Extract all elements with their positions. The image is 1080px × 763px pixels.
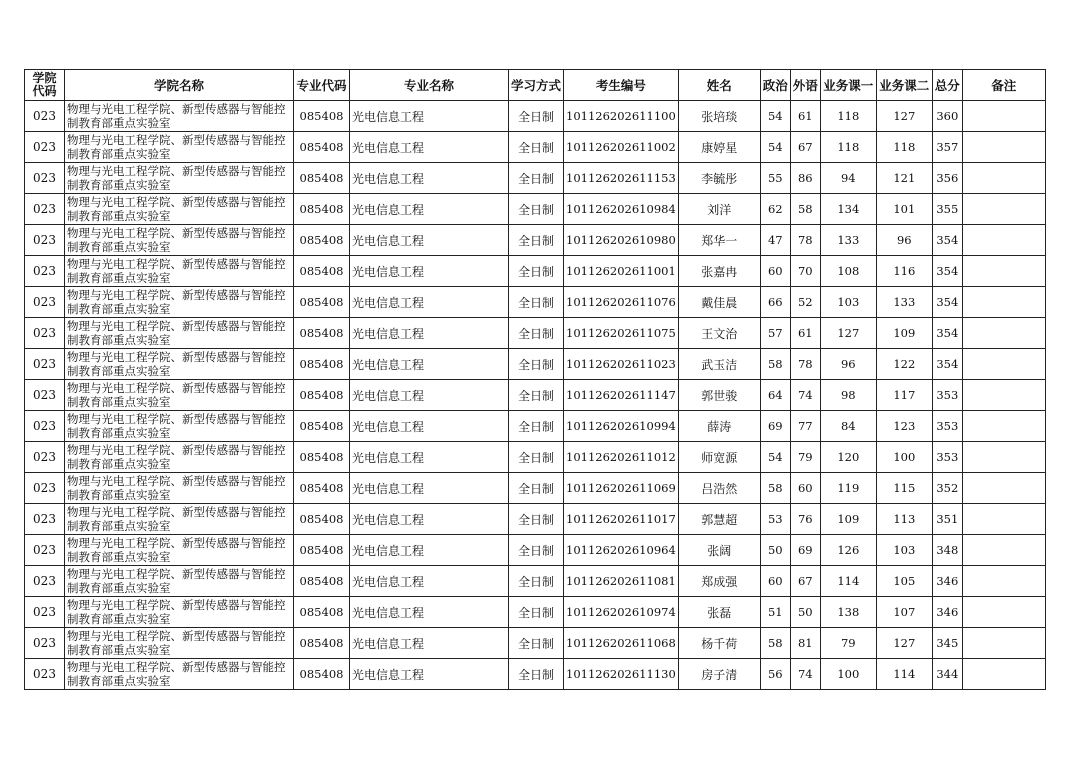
major-name-cell: 光电信息工程 [350,349,509,380]
total-score-cell: 354 [932,318,962,349]
politics-score-cell: 54 [760,442,790,473]
total-score-cell: 355 [932,194,962,225]
major-name-cell: 光电信息工程 [350,411,509,442]
admission-score-table [24,69,1046,690]
course-one-score-cell: 133 [820,225,876,256]
student-name-cell: 郑成强 [678,566,760,597]
total-score-cell: 345 [932,628,962,659]
major-name-cell: 光电信息工程 [350,504,509,535]
table-body [25,101,1046,690]
college-code-cell: 023 [25,504,65,535]
foreign-language-score-cell: 61 [790,101,820,132]
header-remark: 备注 [962,70,1045,101]
remark-cell [962,225,1045,256]
major-code-cell: 085408 [294,442,350,473]
college-name-cell: 物理与光电工程学院、新型传感器与智能控制教育部重点实验室 [65,225,294,256]
table-row [25,256,1046,287]
politics-score-cell: 53 [760,504,790,535]
course-two-score-cell: 118 [876,132,932,163]
major-code-cell: 085408 [294,349,350,380]
college-code-cell: 023 [25,163,65,194]
exam-id-cell: 101126202611130 [564,659,679,690]
header-major-code: 专业代码 [294,70,350,101]
major-name-cell: 光电信息工程 [350,597,509,628]
table-row [25,163,1046,194]
major-code-cell: 085408 [294,256,350,287]
course-two-score-cell: 115 [876,473,932,504]
foreign-language-score-cell: 69 [790,535,820,566]
course-two-score-cell: 117 [876,380,932,411]
total-score-cell: 354 [932,349,962,380]
table-row [25,101,1046,132]
student-name-cell: 戴佳晨 [678,287,760,318]
study-mode-cell: 全日制 [509,504,564,535]
course-one-score-cell: 126 [820,535,876,566]
student-name-cell: 李毓彤 [678,163,760,194]
college-name-cell: 物理与光电工程学院、新型传感器与智能控制教育部重点实验室 [65,659,294,690]
remark-cell [962,380,1045,411]
course-two-score-cell: 103 [876,535,932,566]
student-name-cell: 房子清 [678,659,760,690]
header-major-name: 专业名称 [350,70,509,101]
exam-id-cell: 101126202611017 [564,504,679,535]
foreign-language-score-cell: 78 [790,225,820,256]
foreign-language-score-cell: 70 [790,256,820,287]
remark-cell [962,101,1045,132]
course-two-score-cell: 121 [876,163,932,194]
study-mode-cell: 全日制 [509,225,564,256]
college-name-cell: 物理与光电工程学院、新型传感器与智能控制教育部重点实验室 [65,132,294,163]
foreign-language-score-cell: 74 [790,380,820,411]
table-row [25,442,1046,473]
course-one-score-cell: 138 [820,597,876,628]
course-one-score-cell: 98 [820,380,876,411]
header-total: 总分 [932,70,962,101]
major-name-cell: 光电信息工程 [350,225,509,256]
total-score-cell: 348 [932,535,962,566]
major-name-cell: 光电信息工程 [350,132,509,163]
total-score-cell: 356 [932,163,962,194]
exam-id-cell: 101126202611002 [564,132,679,163]
study-mode-cell: 全日制 [509,287,564,318]
table-row [25,566,1046,597]
college-name-cell: 物理与光电工程学院、新型传感器与智能控制教育部重点实验室 [65,256,294,287]
major-code-cell: 085408 [294,194,350,225]
study-mode-cell: 全日制 [509,442,564,473]
study-mode-cell: 全日制 [509,194,564,225]
politics-score-cell: 50 [760,535,790,566]
total-score-cell: 353 [932,411,962,442]
course-one-score-cell: 118 [820,132,876,163]
course-two-score-cell: 114 [876,659,932,690]
total-score-cell: 352 [932,473,962,504]
foreign-language-score-cell: 79 [790,442,820,473]
course-two-score-cell: 107 [876,597,932,628]
table-row [25,628,1046,659]
college-name-cell: 物理与光电工程学院、新型传感器与智能控制教育部重点实验室 [65,318,294,349]
total-score-cell: 346 [932,566,962,597]
header-politics: 政治 [760,70,790,101]
politics-score-cell: 57 [760,318,790,349]
total-score-cell: 354 [932,256,962,287]
major-code-cell: 085408 [294,566,350,597]
course-one-score-cell: 118 [820,101,876,132]
college-code-cell: 023 [25,132,65,163]
exam-id-cell: 101126202611153 [564,163,679,194]
exam-id-cell: 101126202611076 [564,287,679,318]
college-name-cell: 物理与光电工程学院、新型传感器与智能控制教育部重点实验室 [65,442,294,473]
college-code-cell: 023 [25,318,65,349]
course-two-score-cell: 123 [876,411,932,442]
exam-id-cell: 101126202611081 [564,566,679,597]
politics-score-cell: 60 [760,256,790,287]
study-mode-cell: 全日制 [509,473,564,504]
remark-cell [962,628,1045,659]
major-code-cell: 085408 [294,380,350,411]
college-code-cell: 023 [25,566,65,597]
table-row [25,411,1046,442]
college-code-cell: 023 [25,411,65,442]
foreign-language-score-cell: 78 [790,349,820,380]
course-one-score-cell: 119 [820,473,876,504]
remark-cell [962,163,1045,194]
major-code-cell: 085408 [294,163,350,194]
study-mode-cell: 全日制 [509,411,564,442]
header-foreign-language: 外语 [790,70,820,101]
student-name-cell: 刘洋 [678,194,760,225]
remark-cell [962,473,1045,504]
major-code-cell: 085408 [294,628,350,659]
header-course-two: 业务课二 [876,70,932,101]
remark-cell [962,349,1045,380]
student-name-cell: 张嘉冉 [678,256,760,287]
course-one-score-cell: 114 [820,566,876,597]
college-name-cell: 物理与光电工程学院、新型传感器与智能控制教育部重点实验室 [65,628,294,659]
remark-cell [962,566,1045,597]
course-two-score-cell: 122 [876,349,932,380]
foreign-language-score-cell: 67 [790,566,820,597]
exam-id-cell: 101126202610994 [564,411,679,442]
student-name-cell: 张培琰 [678,101,760,132]
header-college-name: 学院名称 [65,70,294,101]
politics-score-cell: 60 [760,566,790,597]
course-two-score-cell: 105 [876,566,932,597]
college-name-cell: 物理与光电工程学院、新型传感器与智能控制教育部重点实验室 [65,473,294,504]
major-code-cell: 085408 [294,597,350,628]
exam-id-cell: 101126202611147 [564,380,679,411]
course-two-score-cell: 113 [876,504,932,535]
foreign-language-score-cell: 61 [790,318,820,349]
politics-score-cell: 56 [760,659,790,690]
course-one-score-cell: 96 [820,349,876,380]
course-one-score-cell: 103 [820,287,876,318]
remark-cell [962,411,1045,442]
politics-score-cell: 69 [760,411,790,442]
remark-cell [962,132,1045,163]
major-name-cell: 光电信息工程 [350,566,509,597]
politics-score-cell: 58 [760,628,790,659]
course-one-score-cell: 100 [820,659,876,690]
student-name-cell: 吕浩然 [678,473,760,504]
student-name-cell: 郑华一 [678,225,760,256]
table-row [25,659,1046,690]
remark-cell [962,287,1045,318]
exam-id-cell: 101126202610984 [564,194,679,225]
remark-cell [962,256,1045,287]
table-row [25,473,1046,504]
major-name-cell: 光电信息工程 [350,442,509,473]
table-row [25,287,1046,318]
exam-id-cell: 101126202611069 [564,473,679,504]
student-name-cell: 张阔 [678,535,760,566]
header-course-one: 业务课一 [820,70,876,101]
exam-id-cell: 101126202610964 [564,535,679,566]
remark-cell [962,659,1045,690]
course-one-score-cell: 84 [820,411,876,442]
student-name-cell: 武玉洁 [678,349,760,380]
student-name-cell: 康婷星 [678,132,760,163]
politics-score-cell: 47 [760,225,790,256]
table-row [25,504,1046,535]
table-row [25,225,1046,256]
course-two-score-cell: 133 [876,287,932,318]
politics-score-cell: 66 [760,287,790,318]
major-code-cell: 085408 [294,101,350,132]
major-name-cell: 光电信息工程 [350,318,509,349]
remark-cell [962,194,1045,225]
study-mode-cell: 全日制 [509,597,564,628]
remark-cell [962,504,1045,535]
header-row [25,70,1046,101]
college-name-cell: 物理与光电工程学院、新型传感器与智能控制教育部重点实验室 [65,349,294,380]
politics-score-cell: 55 [760,163,790,194]
major-code-cell: 085408 [294,132,350,163]
major-code-cell: 085408 [294,504,350,535]
course-one-score-cell: 94 [820,163,876,194]
study-mode-cell: 全日制 [509,535,564,566]
exam-id-cell: 101126202611012 [564,442,679,473]
college-code-cell: 023 [25,659,65,690]
major-code-cell: 085408 [294,473,350,504]
student-name-cell: 王文治 [678,318,760,349]
total-score-cell: 360 [932,101,962,132]
major-name-cell: 光电信息工程 [350,163,509,194]
foreign-language-score-cell: 81 [790,628,820,659]
college-code-cell: 023 [25,225,65,256]
table-row [25,132,1046,163]
major-name-cell: 光电信息工程 [350,535,509,566]
college-code-cell: 023 [25,442,65,473]
total-score-cell: 353 [932,442,962,473]
study-mode-cell: 全日制 [509,318,564,349]
table-row [25,318,1046,349]
student-name-cell: 杨千荷 [678,628,760,659]
study-mode-cell: 全日制 [509,163,564,194]
college-code-cell: 023 [25,101,65,132]
foreign-language-score-cell: 58 [790,194,820,225]
total-score-cell: 354 [932,225,962,256]
study-mode-cell: 全日制 [509,380,564,411]
major-name-cell: 光电信息工程 [350,628,509,659]
major-name-cell: 光电信息工程 [350,473,509,504]
college-code-cell: 023 [25,628,65,659]
total-score-cell: 344 [932,659,962,690]
course-two-score-cell: 127 [876,101,932,132]
foreign-language-score-cell: 52 [790,287,820,318]
header-name: 姓名 [678,70,760,101]
foreign-language-score-cell: 77 [790,411,820,442]
course-one-score-cell: 108 [820,256,876,287]
total-score-cell: 354 [932,287,962,318]
exam-id-cell: 101126202610980 [564,225,679,256]
course-two-score-cell: 109 [876,318,932,349]
politics-score-cell: 58 [760,349,790,380]
study-mode-cell: 全日制 [509,132,564,163]
college-name-cell: 物理与光电工程学院、新型传感器与智能控制教育部重点实验室 [65,411,294,442]
major-name-cell: 光电信息工程 [350,287,509,318]
foreign-language-score-cell: 67 [790,132,820,163]
politics-score-cell: 51 [760,597,790,628]
college-name-cell: 物理与光电工程学院、新型传感器与智能控制教育部重点实验室 [65,287,294,318]
study-mode-cell: 全日制 [509,628,564,659]
college-code-cell: 023 [25,380,65,411]
politics-score-cell: 58 [760,473,790,504]
college-name-cell: 物理与光电工程学院、新型传感器与智能控制教育部重点实验室 [65,194,294,225]
major-code-cell: 085408 [294,318,350,349]
major-code-cell: 085408 [294,287,350,318]
course-two-score-cell: 127 [876,628,932,659]
study-mode-cell: 全日制 [509,256,564,287]
study-mode-cell: 全日制 [509,566,564,597]
politics-score-cell: 62 [760,194,790,225]
table-row [25,535,1046,566]
study-mode-cell: 全日制 [509,101,564,132]
exam-id-cell: 101126202611100 [564,101,679,132]
foreign-language-score-cell: 60 [790,473,820,504]
student-name-cell: 师宽源 [678,442,760,473]
college-code-cell: 023 [25,473,65,504]
exam-id-cell: 101126202611001 [564,256,679,287]
exam-id-cell: 101126202611068 [564,628,679,659]
course-two-score-cell: 101 [876,194,932,225]
table-header [25,70,1046,101]
student-name-cell: 郭世骏 [678,380,760,411]
politics-score-cell: 64 [760,380,790,411]
major-code-cell: 085408 [294,411,350,442]
politics-score-cell: 54 [760,132,790,163]
college-name-cell: 物理与光电工程学院、新型传感器与智能控制教育部重点实验室 [65,535,294,566]
major-code-cell: 085408 [294,535,350,566]
college-code-cell: 023 [25,535,65,566]
header-exam-id: 考生编号 [564,70,679,101]
course-two-score-cell: 96 [876,225,932,256]
politics-score-cell: 54 [760,101,790,132]
college-name-cell: 物理与光电工程学院、新型传感器与智能控制教育部重点实验室 [65,566,294,597]
college-name-cell: 物理与光电工程学院、新型传感器与智能控制教育部重点实验室 [65,504,294,535]
remark-cell [962,318,1045,349]
exam-id-cell: 101126202610974 [564,597,679,628]
remark-cell [962,597,1045,628]
study-mode-cell: 全日制 [509,659,564,690]
course-one-score-cell: 120 [820,442,876,473]
major-code-cell: 085408 [294,659,350,690]
header-college-code: 学院代码 [25,70,65,101]
major-name-cell: 光电信息工程 [350,194,509,225]
table-row [25,380,1046,411]
course-one-score-cell: 134 [820,194,876,225]
course-two-score-cell: 100 [876,442,932,473]
foreign-language-score-cell: 74 [790,659,820,690]
college-name-cell: 物理与光电工程学院、新型传感器与智能控制教育部重点实验室 [65,101,294,132]
student-name-cell: 郭慧超 [678,504,760,535]
foreign-language-score-cell: 86 [790,163,820,194]
college-code-cell: 023 [25,597,65,628]
course-two-score-cell: 116 [876,256,932,287]
major-code-cell: 085408 [294,225,350,256]
college-name-cell: 物理与光电工程学院、新型传感器与智能控制教育部重点实验室 [65,380,294,411]
course-one-score-cell: 79 [820,628,876,659]
college-name-cell: 物理与光电工程学院、新型传感器与智能控制教育部重点实验室 [65,597,294,628]
major-name-cell: 光电信息工程 [350,101,509,132]
student-name-cell: 张磊 [678,597,760,628]
college-code-cell: 023 [25,287,65,318]
exam-id-cell: 101126202611075 [564,318,679,349]
major-name-cell: 光电信息工程 [350,380,509,411]
student-name-cell: 薛涛 [678,411,760,442]
college-name-cell: 物理与光电工程学院、新型传感器与智能控制教育部重点实验室 [65,163,294,194]
foreign-language-score-cell: 50 [790,597,820,628]
table-row [25,597,1046,628]
course-one-score-cell: 127 [820,318,876,349]
college-code-cell: 023 [25,256,65,287]
college-code-cell: 023 [25,349,65,380]
study-mode-cell: 全日制 [509,349,564,380]
course-one-score-cell: 109 [820,504,876,535]
remark-cell [962,442,1045,473]
total-score-cell: 346 [932,597,962,628]
foreign-language-score-cell: 76 [790,504,820,535]
college-code-cell: 023 [25,194,65,225]
total-score-cell: 353 [932,380,962,411]
header-study-mode: 学习方式 [509,70,564,101]
major-name-cell: 光电信息工程 [350,659,509,690]
major-name-cell: 光电信息工程 [350,256,509,287]
total-score-cell: 357 [932,132,962,163]
remark-cell [962,535,1045,566]
total-score-cell: 351 [932,504,962,535]
table-row [25,349,1046,380]
exam-id-cell: 101126202611023 [564,349,679,380]
table-row [25,194,1046,225]
